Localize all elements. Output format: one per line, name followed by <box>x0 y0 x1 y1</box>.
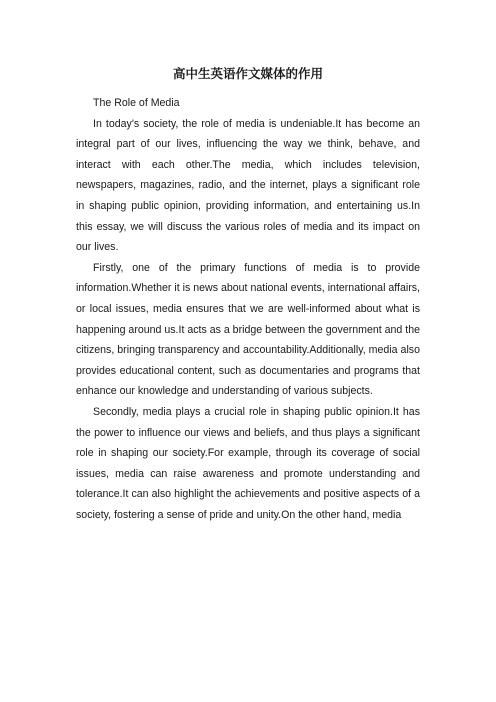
document-title: 高中生英语作文媒体的作用 <box>172 66 323 81</box>
paragraph-intro: In today's society, the role of media is undeniable.It has become an integral part of our lives, influencing the way we think, behave, and interact with each other.The media, which includes television, newspapers, magazines, radio, and the internet, plays a significant role in shaping public opinion, providing information, and entertaining us.In this essay, we will discuss the various roles of media and its impact on our lives. <box>76 117 420 254</box>
paragraph-firstly: Firstly, one of the primary functions of media is to provide information.Whether it is news about national events, international affairs, or local issues, media ensures that we are well-informed about what is happening around us.It acts as a bridge between the government and the citizens, bringing transparency and accountability.Additionally, media also provides educational content, such as documentaries and programs that enhance our knowledge and understanding of various subjects. <box>76 261 420 398</box>
essay-subtitle: The Role of Media <box>93 97 180 109</box>
document-body <box>76 93 420 525</box>
paragraph-secondly: Secondly, media plays a crucial role in shaping public opinion.It has the power to influence our views and beliefs, and thus plays a significant role in shaping our society.For example, through its coverage of social issues, media can raise awareness and promote understanding and tolerance.It can also highlight the achievements and positive aspects of a society, fostering a sense of pride and unity.On the other hand, media <box>76 405 420 521</box>
